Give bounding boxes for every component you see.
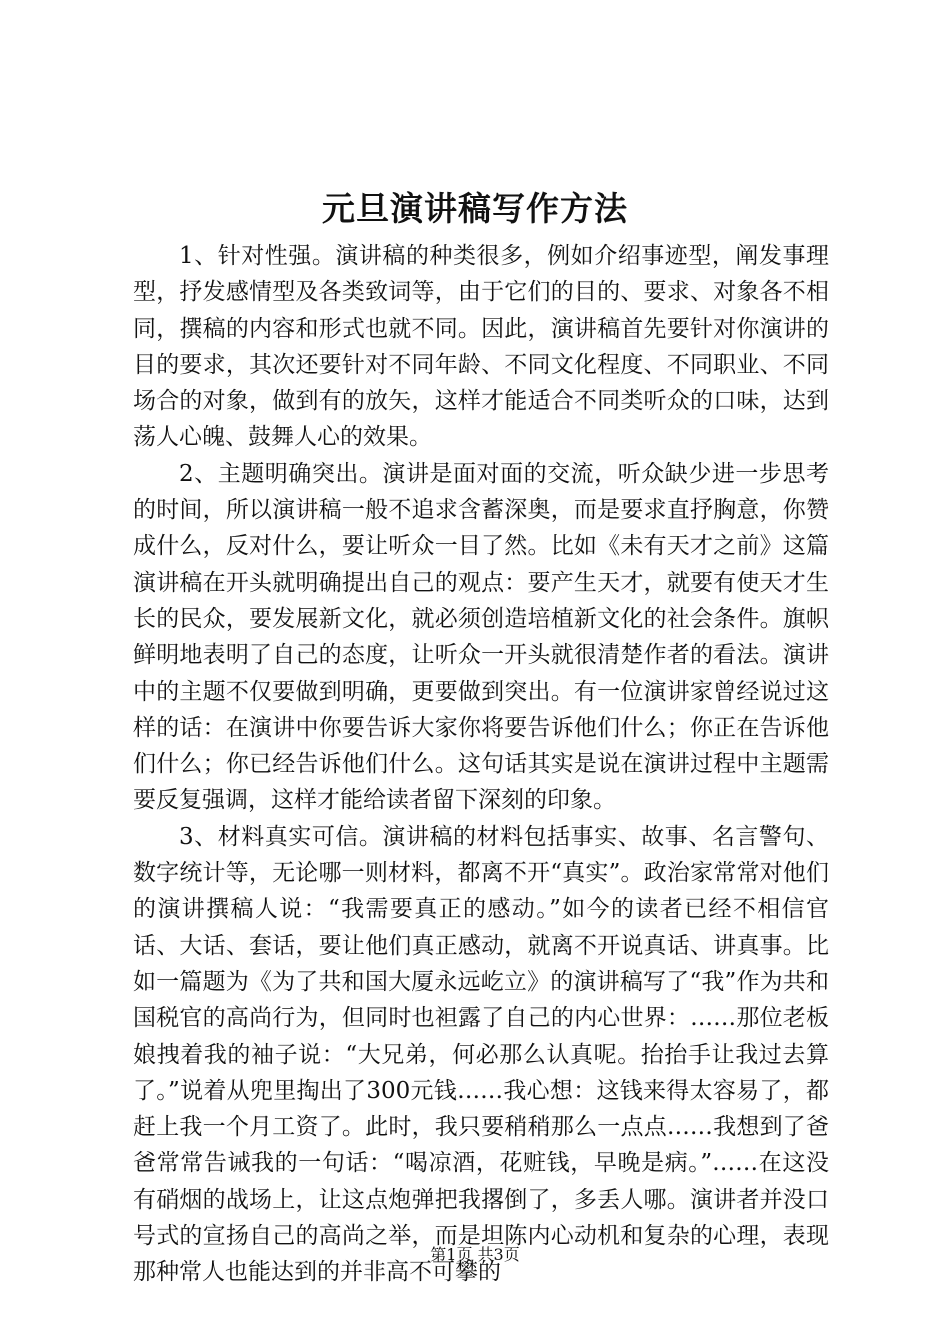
paragraph-2: 2、主题明确突出。演讲是面对面的交流，听众缺少进一步思考的时间，所以演讲稿一般不追求含蓄深奥，而是要求直抒胸意，你赞成什么，反对什么，要让听众一目了然。比如《未有天才之前》这篇演讲稿在开头就明确提出自己的观点：要产生天才，就要有使天才生长的民众，要发展新文化，就必须创造培植新文化的社会条件。旗帜鲜明地表明了自己的态度，让听众一开头就很清楚作者的看法。演讲中的主题不仅要做到明确，更要做到突出。有一位演讲家曾经说过这样的话：在演讲中你要告诉大家你将要告诉他们什么；你正在告诉他们什么；你已经告诉他们什么。这句话其实是说在演讲过程中主题需要反复强调，这样才能给读者留下深刻的印象。	[133, 460, 829, 814]
page-title: 元旦演讲稿写作方法	[322, 189, 628, 228]
document-body	[133, 238, 829, 1291]
paragraph-3: 3、材料真实可信。演讲稿的材料包括事实、故事、名言警句、数字统计等，无论哪一则材料，都离不开“真实”。政治家常常对他们的演讲撰稿人说：“我需要真正的感动。”如今的读者已经不相信官话、大话、套话，要让他们真正感动，就离不开说真话、讲真事。比如一篇题为《为了共和国大厦永远屹立》的演讲稿写了“我”作为共和国税官的高尚行为，但同时也袒露了自己的内心世界：……那位老板娘拽着我的袖子说：“大兄弟，何必那么认真呢。抬抬手让我过去算了。”说着从兜里掏出了300元钱……我心想：这钱来得太容易了，都赶上我一个月工资了。此时，我只要稍稍那么一点点……我想到了爸爸常常告诫我的一句话：“喝凉酒，花赃钱，早晚是病。”……在这没有硝烟的战场上，让这点炮弹把我撂倒了，多丢人哪。演讲者并没口号式的宣扬自己的高尚之举，而是坦陈内心动机和复杂的心理，表现那种常人也能达到的并非高不可攀的	[133, 823, 829, 1286]
paragraph-1: 1、针对性强。演讲稿的种类很多，例如介绍事迹型，阐发事理型，抒发感情型及各类致词等，由于它们的目的、要求、对象各不相同，撰稿的内容和形式也就不同。因此，演讲稿首先要针对你演讲的目的要求，其次还要针对不同年龄、不同文化程度、不同职业、不同场合的对象，做到有的放矢，这样才能适合不同类听众的口味，达到荡人心魄、鼓舞人心的效果。	[133, 243, 829, 451]
page-number-footer: 第1页 共3页	[430, 1245, 520, 1264]
